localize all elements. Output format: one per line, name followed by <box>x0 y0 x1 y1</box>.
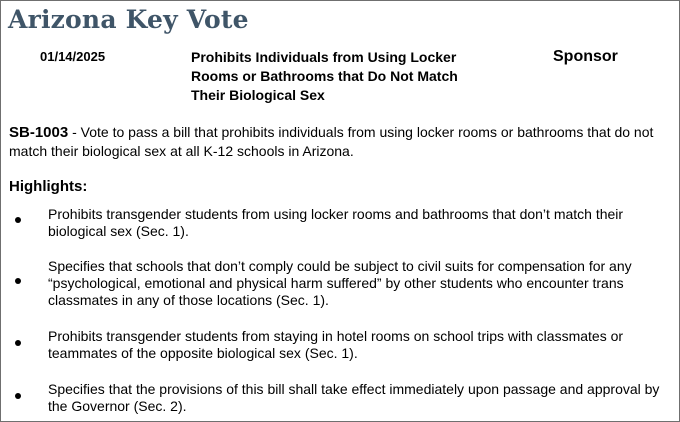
bullet-icon <box>15 393 21 399</box>
highlight-text: Prohibits transgender students from using locker rooms and bathrooms that don’t match their biological sex (Sec. 1). <box>48 206 624 239</box>
summary-text: Vote to pass a bill that prohibits individuals from using locker rooms or bathrooms that do not match their biological sex at all K-12 schools in Arizona. <box>9 124 654 159</box>
vote-date: 01/14/2025 <box>40 49 106 64</box>
bullet-icon <box>15 217 21 223</box>
page-title: Arizona Key Vote <box>8 5 249 34</box>
highlight-text: Specifies that the provisions of this bill shall take effect immediately upon passage and approval by the Governor (Sec. 2). <box>48 381 660 414</box>
bill-id: SB-1003 <box>9 124 69 141</box>
highlight-text: Specifies that schools that don’t comply could be subject to civil suits for compensation for any “psychological, emotional and physical harm suffered” by other students who encounter trans classmates in any of those locations (Sec. 1). <box>48 258 632 308</box>
highlights-heading: Highlights: <box>9 178 88 195</box>
vote-position: Sponsor <box>553 48 618 65</box>
bullet-icon <box>15 278 21 284</box>
bullet-icon <box>15 340 21 346</box>
bill-summary <box>9 123 673 161</box>
highlight-text: Prohibits transgender students from staying in hotel rooms on school trips with classmates or teammates of the opposite biological sex (Sec. 1). <box>48 328 624 361</box>
summary-separator: - <box>68 124 81 140</box>
vote-title: Prohibits Individuals from Using Locker Rooms or Bathrooms that Do Not Match Their Biological Sex <box>191 49 458 103</box>
